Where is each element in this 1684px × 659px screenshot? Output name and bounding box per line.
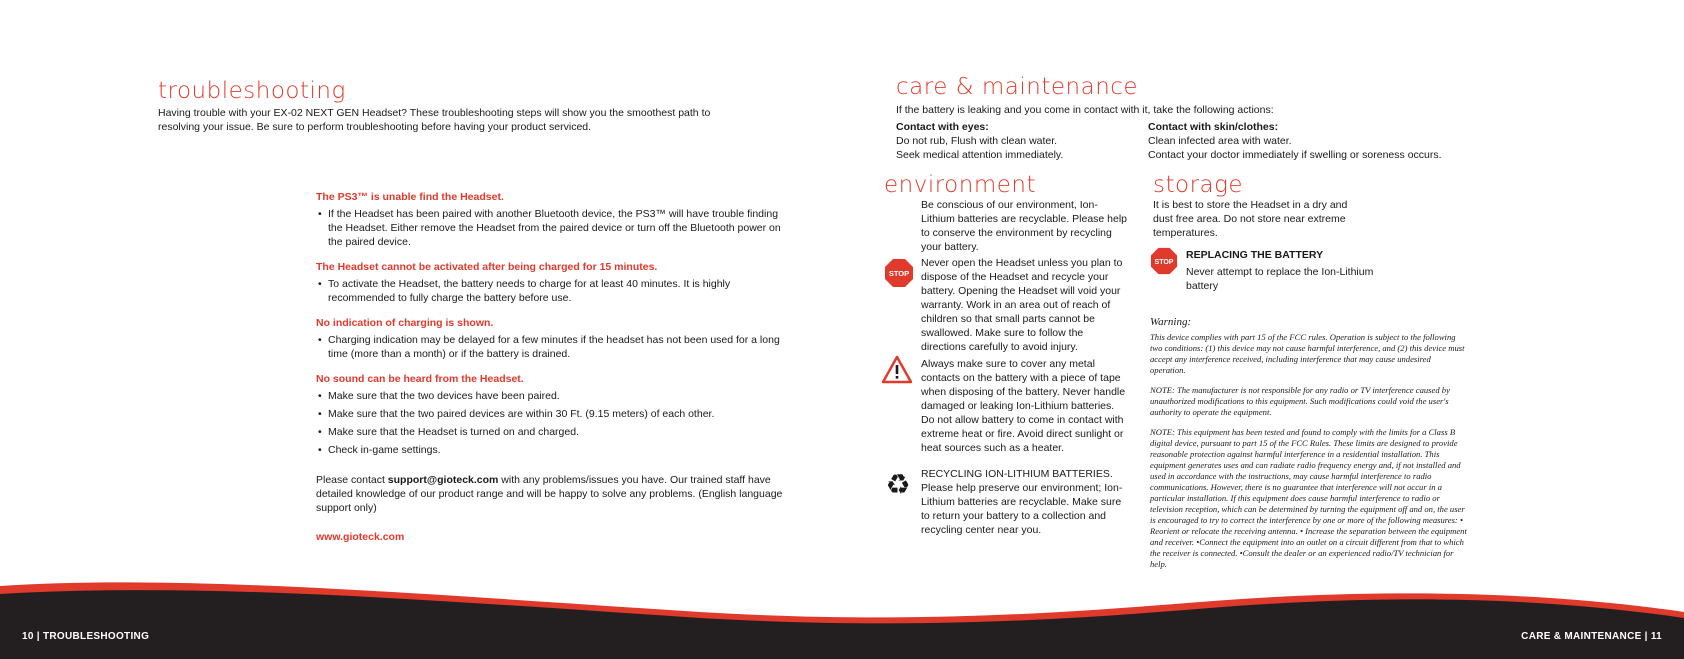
stop-sign-icon: [1150, 247, 1178, 275]
eyes-line-2: Seek medical attention immediately.: [896, 149, 1064, 161]
footer-swoosh: [0, 572, 1684, 659]
care-intro: If the battery is leaking and you come in contact with it, take the following actions:: [896, 104, 1274, 116]
contact-prefix: Please contact: [316, 474, 388, 486]
troubleshooting-intro: [158, 106, 798, 134]
list-item: • To activate the Headset, the battery needs to charge for at least 40 minutes. It is highly recommended to fully charge the battery before use.: [328, 277, 794, 305]
skin-line-2: Contact your doctor immediately if swelling or soreness occurs.: [1148, 149, 1442, 161]
list-item: • Check in-game settings.: [328, 443, 794, 457]
issue-heading: No sound can be heard from the Headset.: [316, 373, 524, 385]
list-item: • Make sure that the Headset is turned on and charged.: [328, 425, 794, 439]
skin-heading: Contact with skin/clothes:: [1148, 121, 1279, 133]
support-email-link[interactable]: support@gioteck.com: [387, 474, 499, 486]
warning-title: Warning:: [1150, 316, 1192, 328]
issue-heading: The Headset cannot be activated after being charged for 15 minutes.: [316, 261, 658, 273]
skin-line-1: Clean infected area with water.: [1148, 135, 1292, 147]
recycling-text: Please help preserve our environment; Ion-Lithium batteries are recyclable. Make sure to return your battery to a collection and recycling center near you.: [921, 482, 1123, 536]
contact-skin-block: [1148, 120, 1488, 162]
warning-paragraph: NOTE: The manufacturer is not responsible for any radio or TV interference caused by unauthorized modifications to this equipment. Such modifications could void the user's authority to operate the equipment.: [1150, 385, 1450, 417]
svg-text:♻: ♻: [885, 469, 911, 499]
list-item: • If the Headset has been paired with another Bluetooth device, the PS3™ will have trouble finding the Headset. Either remove the Headset from the paired device or turn off the Bluetooth power on the paired device.: [328, 207, 794, 249]
website-link[interactable]: www.gioteck.com: [316, 531, 405, 543]
intro-line-2: resolving your issue. Be sure to perform troubleshooting before having your product serviced.: [158, 121, 592, 133]
issue-heading: The PS3™ is unable find the Headset.: [316, 191, 504, 203]
contact-paragraph: [316, 473, 794, 515]
recycling-heading: RECYCLING ION-LITHIUM BATTERIES.: [921, 468, 1113, 480]
stop-warning-text: Never open the Headset unless you plan to dispose of the Headset and recycle your battery. Opening the Headset will void your warranty. Work in an area out of reach of children so that small parts cannot be swallowed. Make sure to follow the directions carefully to avoid injury.: [921, 257, 1123, 353]
recycle-icon: [883, 469, 913, 499]
svg-text:STOP: STOP: [1154, 258, 1174, 266]
list-item: • Make sure that the two devices have been paired.: [328, 389, 794, 403]
care-maintenance-title: care & maintenance: [896, 74, 1139, 100]
footer-right-page-label: CARE & MAINTENANCE | 11: [1521, 631, 1662, 642]
storage-title: storage: [1153, 172, 1244, 198]
warning-triangle-icon: [882, 355, 912, 385]
replacing-heading: REPLACING THE BATTERY: [1186, 249, 1324, 261]
footer-band: [0, 572, 1684, 659]
footer-left-page-label: 10 | TROUBLESHOOTING: [22, 631, 150, 642]
stop-sign-icon: [884, 258, 914, 288]
issue-block: [316, 373, 794, 457]
troubleshooting-title: troubleshooting: [158, 78, 346, 104]
issue-block: [316, 261, 794, 305]
intro-line-1: Having trouble with your EX-02 NEXT GEN Headset? These troubleshooting steps will show you the smoothest path to: [158, 107, 711, 119]
issue-heading: No indication of charging is shown.: [316, 317, 494, 329]
battery-caution-text: Always make sure to cover any metal contacts on the battery with a piece of tape when disposing of the battery. Never handle damaged or leaking Ion-Lithium batteries. Do not allow battery to come in contact with extreme heat or fire. Avoid direct sunlight or heat sources such as a heater.: [921, 358, 1126, 454]
storage-text: It is best to store the Headset in a dry and dust free area. Do not store near extreme temperatures.: [1153, 199, 1348, 239]
replacing-battery-block: [1186, 248, 1376, 293]
issue-block: [316, 191, 794, 249]
fcc-warning-block: [1150, 316, 1468, 570]
eyes-line-1: Do not rub, Flush with clean water.: [896, 135, 1058, 147]
replacing-text: Never attempt to replace the Ion-Lithium battery: [1186, 266, 1374, 292]
contact-suffix: with any problems/issues you have. Our trained staff have detailed knowledge of our product range and will be happy to solve any problems. (English language support only): [316, 474, 783, 514]
environment-title: environment: [884, 172, 1036, 198]
environment-intro: Be conscious of our environment, Ion-Lithium batteries are recyclable. Please help to conserve the environment by recycling your battery.: [921, 199, 1128, 253]
recycling-block: [921, 467, 1129, 537]
troubleshooting-issues: [316, 191, 794, 543]
contact-eyes-block: [896, 120, 1136, 162]
warning-paragraph: This device complies with part 15 of the FCC rules. Operation is subject to the following two conditions: (1) this device may not cause harmful interference, and (2) this device must accept any interference received, including interference that may cause undesired operation.: [1150, 332, 1465, 375]
svg-text:STOP: STOP: [888, 269, 910, 278]
issue-block: [316, 317, 794, 361]
list-item: • Make sure that the two paired devices are within 30 Ft. (9.15 meters) of each other.: [328, 407, 794, 421]
list-item: • Charging indication may be delayed for a few minutes if the headset has not been used for a long time (more than a month) or if the battery is drained.: [328, 333, 794, 361]
warning-paragraph: NOTE: This equipment has been tested and found to comply with the limits for a Class B digital device, pursuant to part 15 of the FCC Rules. These limits are designed to provide reasonable protection against harmful interference in a residential installation. This equipment generates uses and can radiate radio frequency energy and, if not installed and used in accordance with the instructions, may cause harmful interference to radio communications. However, there is no guarantee that interference will not occur in a particular installation. If this equipment does cause harmful interference to radio or television reception, which can be determined by turning the equipment off and on, the user is encouraged to try to correct the interference by one or more of the following measures: • Reorient or relocate the receiving antenna. • Increase the separation between the equipment and receiver. •Connect the equipment into an outlet on a circuit different from that to which the receiver is connected. •Consult the dealer or an experienced radio/TV technician for help.: [1150, 427, 1467, 569]
eyes-heading: Contact with eyes:: [896, 121, 989, 133]
